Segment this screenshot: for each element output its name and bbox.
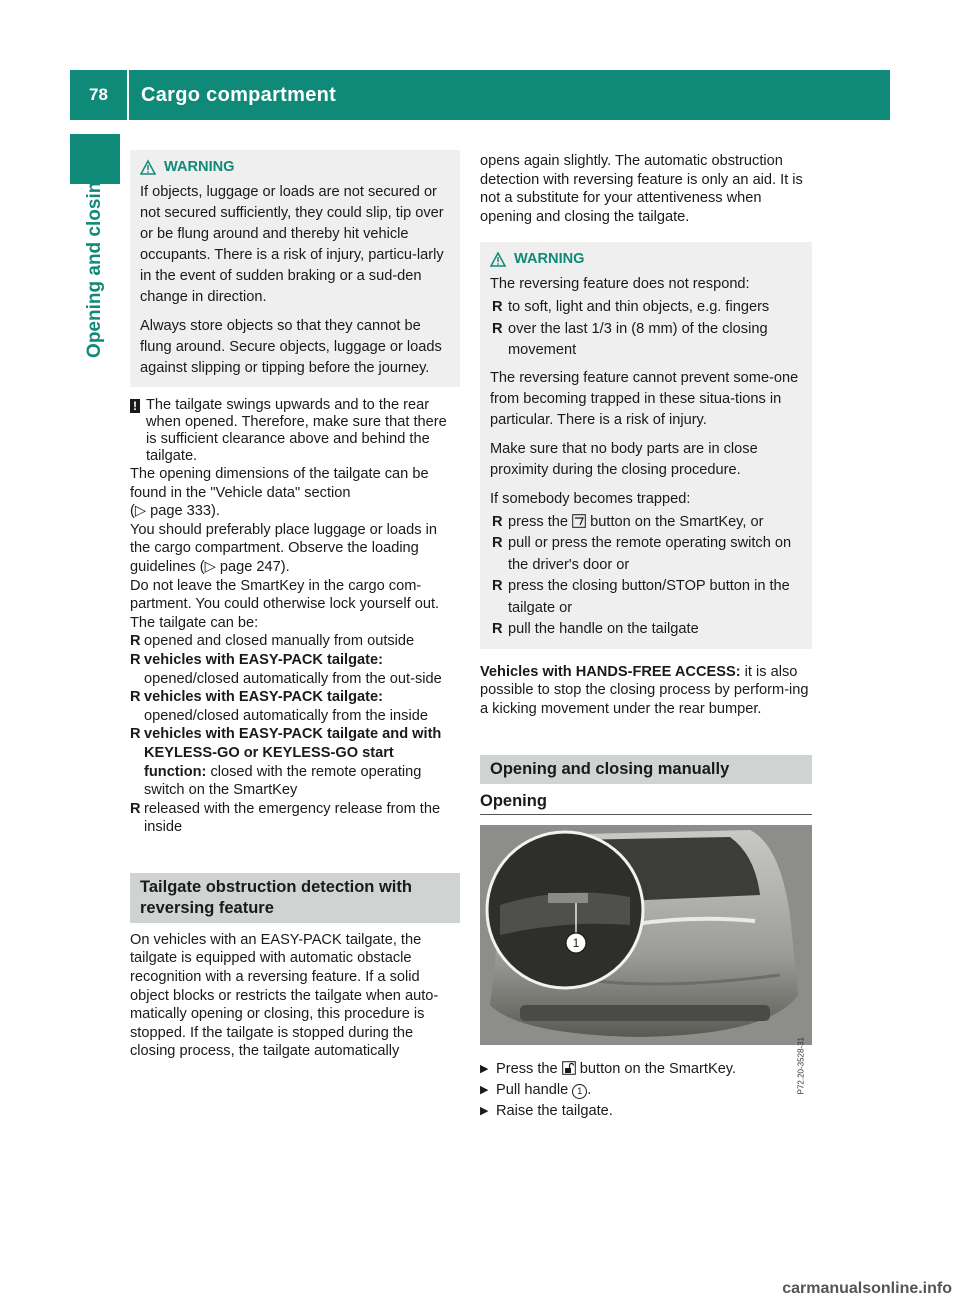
step-arrow-icon: ▶ — [480, 1104, 489, 1117]
section-heading: Opening and closing manually — [480, 755, 812, 784]
list-item: R vehicles with EASY-PACK tailgate: opened/closed automatically from the inside — [130, 689, 428, 724]
right-column — [480, 152, 812, 1122]
paragraph: Do not leave the SmartKey in the cargo com-partment. You could otherwise lock yourself out. — [130, 577, 440, 613]
tailgate-button-icon — [572, 514, 586, 528]
list-item: R pull or press the remote operating switch on the driver's door or — [492, 535, 792, 573]
notice-text: The tailgate swings upwards and to the rear when opened. Therefore, make sure that there is sufficient clearance above and behind the tailgate. — [146, 397, 447, 464]
warning-triangle-icon — [140, 160, 156, 175]
chapter-label: Opening and closing — [84, 170, 105, 358]
page-reference: (▷ page 333). — [130, 503, 220, 520]
step: ▶ Raise the tailgate. — [480, 1101, 812, 1122]
warning-text: The reversing feature does not respond: — [490, 276, 750, 293]
warning-box — [130, 150, 460, 387]
page-number: 78 — [89, 85, 108, 104]
unlock-button-icon — [562, 1061, 576, 1075]
list-item: R pull the handle on the tailgate — [492, 621, 699, 638]
list-item: R press the closing button/STOP button in the tailgate or — [492, 578, 790, 616]
warning-text: If somebody becomes trapped: — [490, 490, 691, 507]
vehicle-rear-drawing — [480, 825, 812, 1045]
trapped-actions-list — [490, 512, 802, 641]
section-heading: Tailgate obstruction detection with reversing feature — [130, 873, 460, 923]
warning-title-text: WARNING — [164, 159, 235, 175]
warning-text: If objects, luggage or loads are not secured or not secured sufficiently, they could slip, tip over or be flung around and thereby hit vehicle occupants. There is a risk of injury, particu-larly in the event of sudden braking or a sud-den change in direction. — [140, 184, 444, 305]
figure-callout-1: 1 — [572, 935, 580, 950]
paragraph: opens again slightly. The automatic obstruction detection with reversing feature is only an aid. It is not a substitute for your attentiveness when opening and closing the tailgate. — [480, 153, 803, 225]
warning-title — [140, 158, 450, 176]
tailgate-options-list — [130, 632, 460, 837]
list-item: R vehicles with EASY-PACK tailgate: opened/closed automatically from the out-side — [130, 651, 442, 687]
step-arrow-icon: ▶ — [480, 1062, 489, 1075]
warning-list — [490, 297, 802, 362]
hands-free-text: it is also possible to stop the closing process by perform-ing a kicking movement under the rear bumper. — [480, 663, 809, 718]
list-item: R over the last 1/3 in (8 mm) of the closing movement — [492, 320, 768, 359]
paragraph: The opening dimensions of the tailgate can be found in the "Vehicle data" section — [130, 466, 429, 501]
paragraph: The tailgate can be: — [130, 614, 259, 631]
steps — [480, 1059, 812, 1122]
callout-number: 1 — [572, 1084, 587, 1099]
warning-triangle-icon — [490, 252, 506, 267]
watermark: carmanualsonline.info — [782, 1280, 952, 1297]
warning-text: Make sure that no body parts are in close proximity during the closing procedure. — [490, 440, 758, 478]
list-item: R vehicles with EASY-PACK tailgate and with KEYLESS-GO or KEYLESS-GO start function: closed with the remote operating switch on the SmartKey — [130, 726, 442, 799]
warning-box — [480, 242, 812, 649]
paragraph — [480, 663, 812, 719]
notice-icon: ! — [130, 399, 140, 413]
page-title: Cargo compartment — [141, 84, 337, 106]
list-item: R to soft, light and thin objects, e.g. fingers — [492, 299, 770, 316]
warning-text: Always store objects so that they cannot be flung around. Secure objects, luggage or loads against slipping or tipping before the journey. — [140, 318, 442, 376]
step: ▶ Pull handle 1 . — [480, 1080, 812, 1101]
list-item: R press the button on the SmartKey, or — [492, 513, 764, 530]
subsection-heading: Opening — [480, 784, 812, 815]
paragraph: On vehicles with an EASY-PACK tailgate, the tailgate is equipped with automatic obstacle recognition with a reversing feature. If a solid object blocks or restricts the tailgate when auto-matically opening or closing, this procedure is stopped. If the tailgate is stopped during the closing process, the tailgate automatically — [130, 931, 439, 1060]
header-divider — [127, 70, 129, 120]
step: ▶ Press the button on the SmartKey. — [480, 1059, 812, 1080]
left-column — [130, 150, 460, 1061]
list-item: R opened and closed manually from outside — [130, 633, 415, 650]
hands-free-label: Vehicles with HANDS-FREE ACCESS: — [480, 663, 741, 680]
notice — [130, 397, 460, 465]
step-arrow-icon: ▶ — [480, 1083, 489, 1096]
warning-title-text: WARNING — [514, 251, 585, 268]
warning-title — [490, 250, 802, 268]
warning-text: The reversing feature cannot prevent some-one from becoming trapped in these situa-tions in particular. There is a risk of injury. — [490, 369, 799, 428]
paragraph: You should preferably place luggage or loads in the cargo compartment. Observe the loading guidelines (▷ page 247). — [130, 521, 437, 575]
list-item: R released with the emergency release from the inside — [130, 800, 441, 836]
figure-code: P72.20-3528-31 — [796, 1036, 805, 1095]
